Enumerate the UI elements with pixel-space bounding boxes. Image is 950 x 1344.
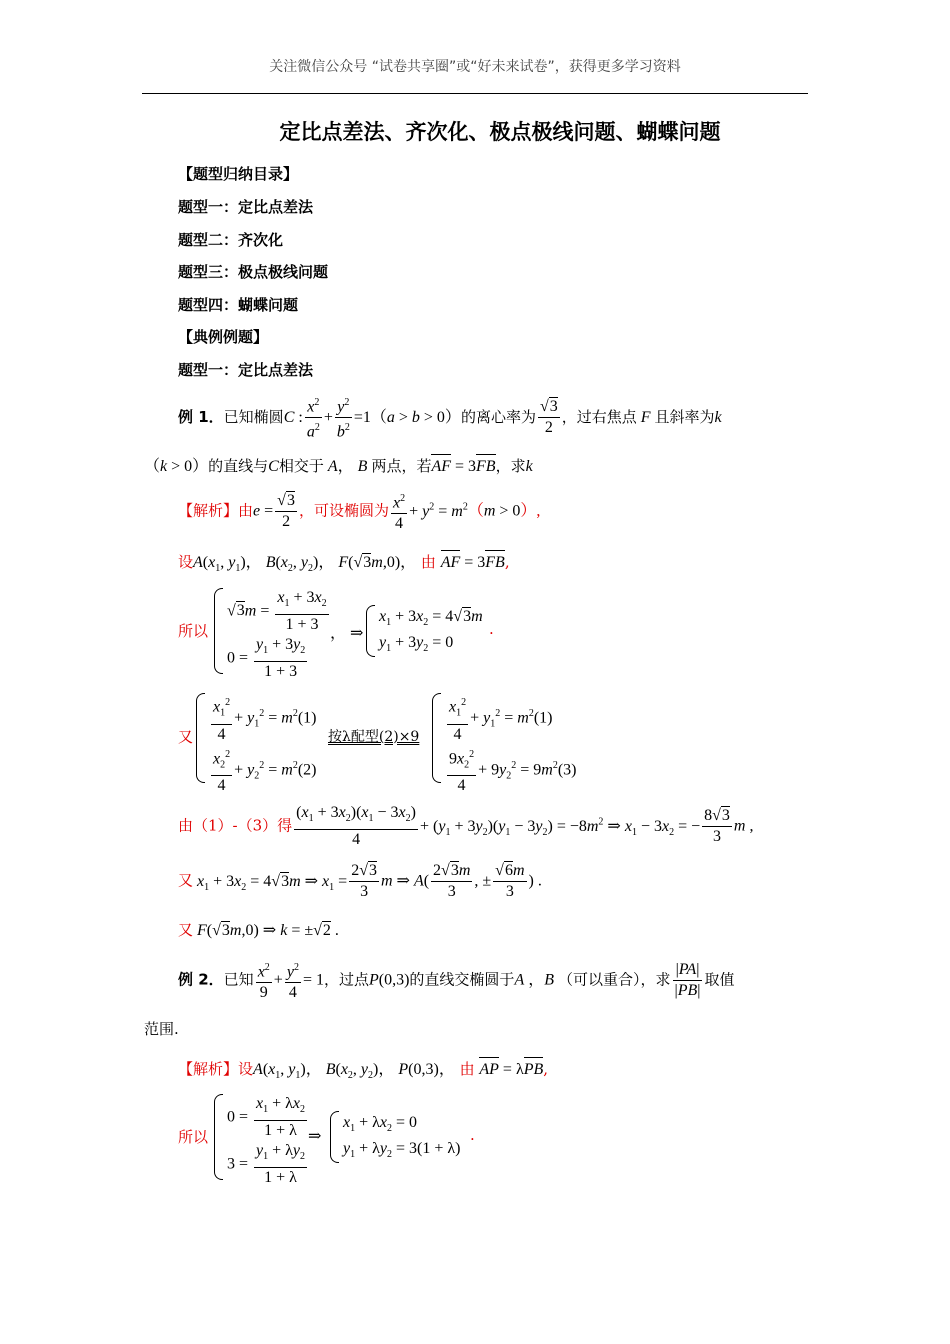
system-1-right: $x_1 + 3x_2 = 4√3m$ $y_1 + 3y_2 = 0$ — [366, 605, 483, 657]
examples-heading: 【典例例题】 — [178, 328, 269, 346]
example-1-solution-diff: 由（1）-（3）得 $\frac{(x_1 + 3x_2)(x_1 - 3x_2)}{4}$ + $(y_1 + 3y_2)(y_1 - 3y_2) = -8m^2$ ⇒ $x_1 - 3x_2$ = − $\frac{8√3}{3}$ m , — [178, 804, 754, 849]
implies-arrow-2: ⇒ — [308, 1128, 322, 1145]
system-3-left: 0 = $\frac{x_1 + \lambda x_2}{1 + \lambda}$ 3 = $\frac{y_1 + \lambda y_2}{1 + \lambda}$ — [214, 1094, 309, 1180]
toc-item-1: 题型一：定比点差法 — [178, 198, 314, 216]
system-2-right: $\frac{x_1^2}{4}$ + $y_1^2 = m^2(1)$ $\frac{9x_2^2}{4}$ + $9y_2^2 = 9m^2(3)$ — [432, 693, 577, 783]
header-notice: 关注微信公众号 “试卷共享圈”或“好未来试卷”，获得更多学习资料 — [269, 59, 681, 75]
toc-item-4: 题型四：蝴蝶问题 — [178, 296, 299, 314]
suoyi-label-1: 所以 — [178, 622, 209, 640]
example-2-statement: 例 2．已知 $\frac{x^2}{9}$ + $\frac{y^2}{4}$ = 1，过点P(0,3)的直线交椭圆于A ，B （可以重合），求 $\frac{|PA|}{|PB|}$ 取值 — [178, 958, 735, 1003]
implies-arrow-1: ， ⇒ — [330, 625, 364, 642]
toc-heading: 【题型归纳目录】 — [178, 165, 299, 183]
system-2-left: $\frac{x_1^2}{4}$ + $y_1^2 = m^2(1)$ $\frac{x_2^2}{4}$ + $y_2^2 = m^2(2)$ — [196, 693, 317, 783]
example-1-statement: 例 1．已知椭圆C : $\frac{x^2}{a^2}$ + $\frac{y^2}{b^2}$ =1（a > b > 0）的离心率为 $\frac{√3}{2}$ ，过右焦点 F 且斜率为k — [178, 393, 722, 443]
peixing-note: 按λ配型(2)×9 — [328, 729, 420, 745]
you-label-1: 又 — [178, 728, 194, 746]
example-2-solution-line-1: 【解析】设$A(x_1$, $y_1$)， $B(x_2$, $y_2$)， P(0,3)， 由 AP = λPB, — [178, 1060, 549, 1082]
header-divider — [142, 93, 808, 94]
example-1-solution-a: 又 $x_1 + 3x_2 = 4√3m$ ⇒ $x_1$ = $\frac{2√3}{3}$ m ⇒ A( $\frac{2√3m}{3}$ , ± $\frac{√6m}{3}$ ) . — [178, 862, 542, 900]
document-title: 定比点差法、齐次化、极点极线问题、蝴蝶问题 — [279, 120, 721, 144]
section-1-heading: 题型一：定比点差法 — [178, 361, 314, 379]
example-1-solution-line-2: 设$A(x_1$, $y_1$)， $B(x_2$, $y_2$)， F(√3m,0)， 由 AF = 3FB, — [178, 553, 510, 575]
example-1-statement-cont: （k > 0）的直线与C相交于 A， B 两点，若AF = 3FB，求k — [144, 457, 533, 475]
example-1-solution-line-1: 【解析】由e = $\frac{√3}{2}$ ，可设椭圆为 $\frac{x^2}{4}$ + $y^2 = m^2(m > 0)$, — [178, 489, 540, 534]
system-1-left: √3m = $\frac{x_1 + 3x_2}{1 + 3}$ 0 = $\frac{y_1 + 3y_2}{1 + 3}$ — [214, 588, 331, 674]
toc-item-3: 题型三：极点极线问题 — [178, 263, 329, 281]
document-page: 关注微信公众号 “试卷共享圈”或“好未来试卷”，获得更多学习资料 定比点差法、齐次化、极点极线问题、蝴蝶问题 【题型归纳目录】 题型一：定比点差法 题型二：齐次化 题型三：极点极线问题 题型四：蝴蝶问题 【典例例题】 题型一：定比点差法 例 1．已知椭圆C : $\frac{x^2}{a^2}$ + $\frac{y^2}{b^2}$ =1（a > b > 0）的离心率为 $\frac{√3}{2}$ ，过右焦点 F 且斜率为k （k > 0）的直线与C相交于 A， B 两点，若AF = 3FB，求k 【解析】由e = $\frac{√3}{2}$ ，可设椭圆为 $\frac{x^2}{4}$ + $y^2 = m^2(m > 0)$, 设$A(x_1$, $y_1$)， $B(x_2$, $y_2$)， F(√3m,0)， 由 AF = 3FB, 所以 √3m = $\frac{x_1 + 3x_2}{1 + 3}$ 0 = $\frac{y_1 + 3y_2}{1 + 3}$ ， ⇒ $x_1 + 3x_2 = 4√3m$ $y_1 + 3y_2 = 0$ . 又 $\frac{x_1^2}{4}$ + $y_1^2 = m^2(1)$ $\frac{x_2^2}{4}$ + $y_2^2 = m^2(2)$ 按λ配型(2)×9 $\frac{x_1^2}{4}$ + $y_1^2 = m^2(1)$ $\frac{9x_2^2}{4}$ + $9y_2^2 = 9m^2(3)$ 由（1）-（3）得 $\frac{(x_1 + 3x_2)(x_1 - 3x_2)}{4}$ + $(y_1 + 3y_2)(y_1 - 3y_2) = -8m^2$ ⇒ $x_1 - 3x_2$ = − $\frac{8√3}{3}$ m , 又 $x_1 + 3x_2 = 4√3m$ ⇒ $x_1$ = $\frac{2√3}{3}$ m ⇒ A( $\frac{2√3m}{3}$ , ± $\frac{√6m}{3}$ ) . 又 F(√3m,0) ⇒ k = ±√2 . 例 2．已知 $\frac{x^2}{9}$ + $\frac{y^2}{4}$ = 1，过点P(0,3)的直线交椭圆于A ，B （可以重合），求 $\frac{|PA|}{|PB|}$ 取值 范围. 【解析】设$A(x_1$, $y_1$)， $B(x_2$, $y_2$)， P(0,3)， 由 AP = λPB, 所以 0 = $\frac{x_1 + \lambda x_2}{1 + \lambda}$ 3 = $\frac{y_1 + \lambda y_2}{1 + \lambda}$ ⇒ $x_1 + \lambda x_2 = 0$ $y_1 + \lambda y_2 = 3(1 + \lambda)$ . — [0, 0, 950, 1344]
toc-item-2: 题型二：齐次化 — [178, 231, 284, 249]
system-3-right: $x_1 + \lambda x_2 = 0$ $y_1 + \lambda y_2 = 3(1 + \lambda)$ — [330, 1111, 460, 1163]
example-1-solution-k: 又 F(√3m,0) ⇒ k = ±√2 . — [178, 921, 339, 939]
example-2-statement-cont: 范围. — [144, 1020, 179, 1038]
suoyi-label-2: 所以 — [178, 1128, 209, 1146]
